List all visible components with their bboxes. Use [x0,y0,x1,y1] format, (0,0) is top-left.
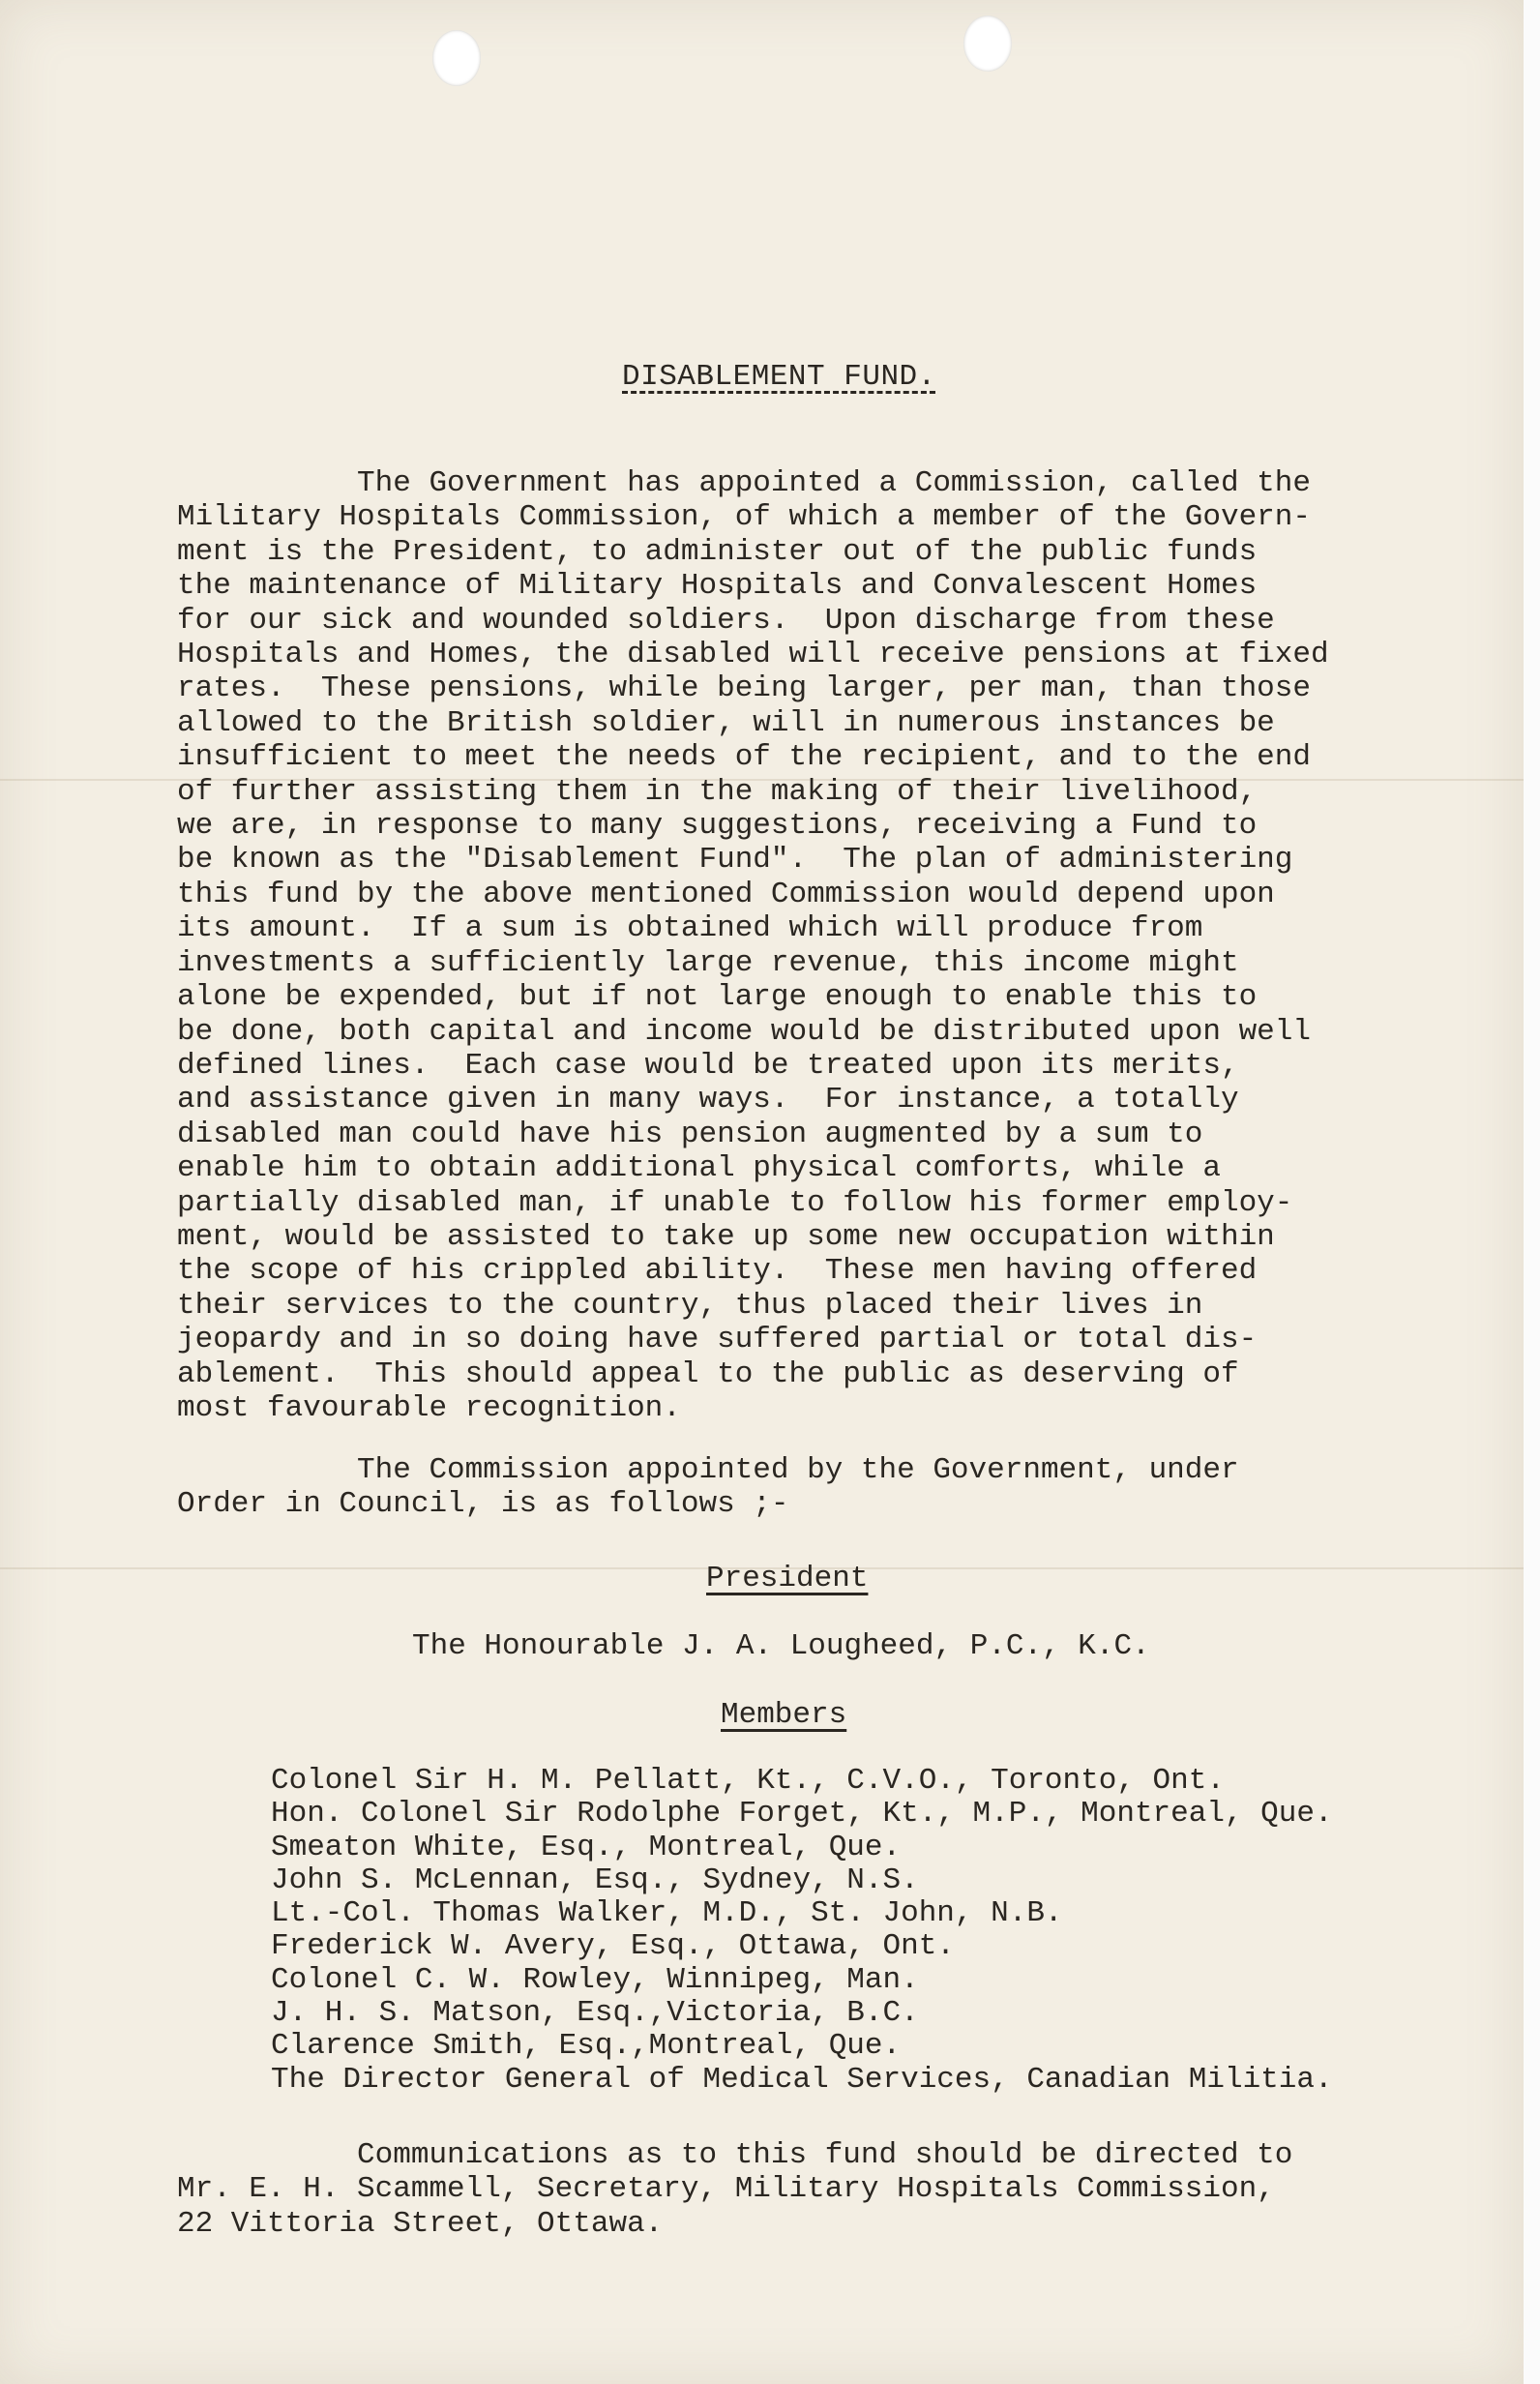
president-name: The Honourable J. A. Lougheed, P.C., K.C. [412,1629,1150,1663]
scan-margin [1524,0,1540,2384]
text-line: defined lines. Each case would be treated upon its merits, [177,1048,1239,1083]
text-line: The Government has appointed a Commission, called the [177,466,1311,500]
text-line: investments a sufficiently large revenue, this income might [177,945,1239,980]
text-line: of further assisting them in the making of their livelihood, [177,774,1258,809]
text-line: jeopardy and in so doing have suffered partial or total dis- [177,1323,1258,1357]
member-item: The Director General of Medical Services, Canadian Militia. [271,2062,1333,2097]
member-item: Colonel Sir H. M. Pellatt, Kt., C.V.O., Toronto, Ont. [271,1764,1225,1798]
member-item: Smeaton White, Esq., Montreal, Que. [271,1830,902,1864]
text-line: this fund by the above mentioned Commission would depend upon [177,877,1275,911]
text-line: allowed to the British soldier, will in numerous instances be [177,705,1275,740]
members-heading: Members [721,1698,847,1732]
text-line: Military Hospitals Commission, of which a member of the Govern- [177,500,1311,535]
member-item: Hon. Colonel Sir Rodolphe Forget, Kt., M.P., Montreal, Que. [271,1797,1333,1832]
text-line: most favourable recognition. [177,1390,681,1425]
president-heading: President [706,1562,869,1595]
text-line: rates. These pensions, while being larger, per man, than those [177,671,1311,706]
text-line: ment is the President, to administer out of the public funds [177,534,1258,569]
text-line: the scope of his crippled ability. These men having offered [177,1254,1258,1289]
member-item: Clarence Smith, Esq.,Montreal, Que. [271,2029,902,2064]
paragraph-intro [177,466,1425,1425]
member-item: Colonel C. W. Rowley, Winnipeg, Man. [271,1962,919,1997]
text-line: be done, both capital and income would be distributed upon well [177,1014,1311,1049]
text-line: ment, would be assisted to take up some new occupation within [177,1219,1275,1254]
text-line: insufficient to meet the needs of the recipient, and to the end [177,740,1311,775]
member-item: J. H. S. Matson, Esq.,Victoria, B.C. [271,1996,919,2031]
text-line: and assistance given in many ways. For instance, a totally [177,1083,1239,1118]
member-item: Lt.-Col. Thomas Walker, M.D., St. John, N.B. [271,1896,1063,1931]
text-line: Hospitals and Homes, the disabled will receive pensions at fixed [177,638,1329,672]
text-line: the maintenance of Military Hospitals and Convalescent Homes [177,569,1258,604]
text-line: Communications as to this fund should be directed to [177,2138,1293,2172]
text-line: we are, in response to many suggestions, receiving a Fund to [177,809,1258,844]
text-line: Mr. E. H. Scammell, Secretary, Military Hospitals Commission, [177,2172,1275,2207]
punch-hole-left [432,30,481,86]
text-line: enable him to obtain additional physical comforts, while a [177,1151,1221,1186]
text-line: 22 Vittoria Street, Ottawa. [177,2206,664,2241]
member-item: Frederick W. Avery, Esq., Ottawa, Ont. [271,1929,955,1964]
punch-hole-right [963,15,1012,72]
document-title: DISABLEMENT FUND. [622,360,936,394]
text-line: alone be expended, but if not large enough to enable this to [177,980,1258,1015]
member-item: John S. McLennan, Esq., Sydney, N.S. [271,1862,919,1897]
paragraph-communications [177,2138,1425,2241]
text-line: ablement. This should appeal to the public as deserving of [177,1356,1239,1391]
text-line: partially disabled man, if unable to follow his former employ- [177,1185,1293,1220]
text-line: be known as the "Disablement Fund". The plan of administering [177,843,1293,878]
text-line: its amount. If a sum is obtained which will produce from [177,911,1203,946]
paragraph-commission [177,1453,1425,1522]
text-line: Order in Council, is as follows ;- [177,1487,789,1522]
text-line: their services to the country, thus placed their lives in [177,1288,1203,1323]
text-line: disabled man could have his pension augmented by a sum to [177,1117,1203,1151]
members-list [271,1765,1333,2097]
text-line: for our sick and wounded soldiers. Upon discharge from these [177,603,1275,638]
text-line: The Commission appointed by the Government, under [177,1453,1239,1487]
